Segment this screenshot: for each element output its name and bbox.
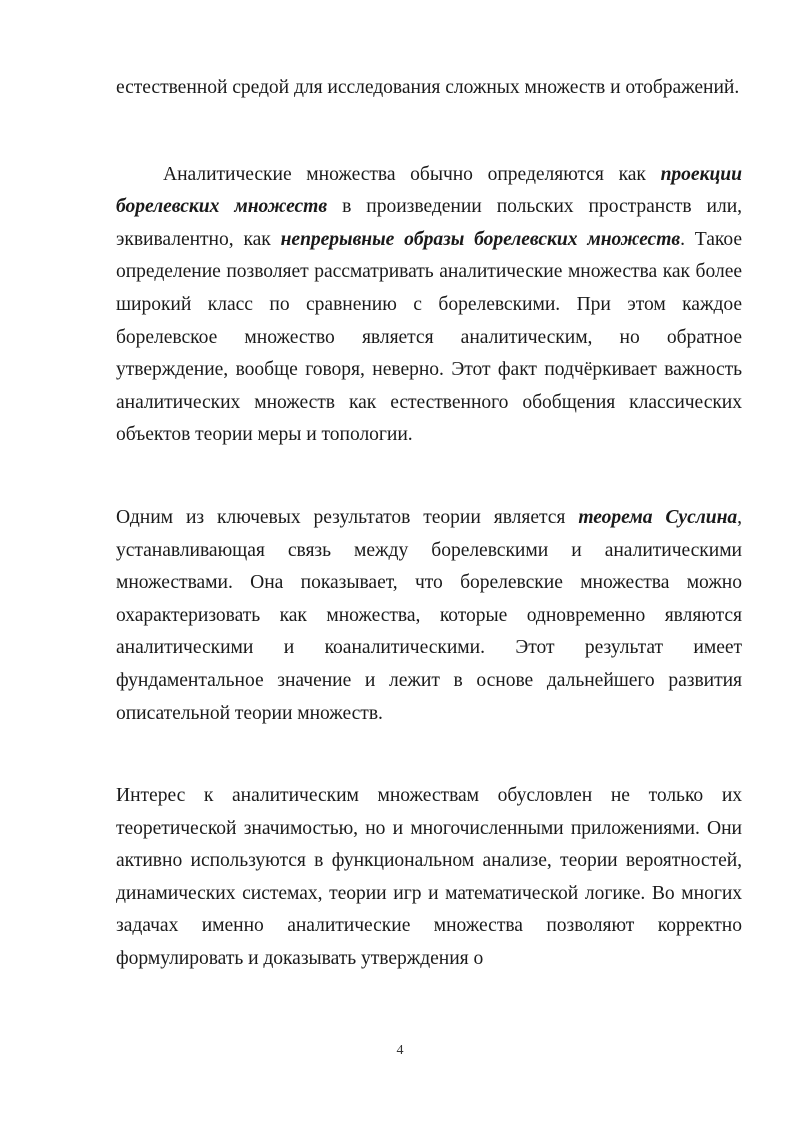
paragraph-suslin-theorem	[116, 502, 742, 730]
paragraph-analytic-definition	[116, 159, 742, 452]
term-continuous-images-borel-sets: непрерывные образы борелевских множеств	[280, 228, 681, 250]
text-run: Аналитические множества обычно определяются как	[163, 163, 661, 185]
text-run: в произведении польских пространств или, эквивалентно, как	[116, 196, 742, 250]
paragraph-continuation	[116, 72, 742, 105]
page-number: 4	[396, 1043, 404, 1058]
paragraph-text: естественной средой для исследования сложных множеств и отображений.	[116, 77, 740, 98]
text-run: , устанавливающая связь между борелевскими и аналитическими множествами. Она показывает, что борелевские множества можно охарактеризовать как множества, которые одновременно являются аналитическими и коаналитическими. Этот результат имеет фундаментальное значение и лежит в основе дальнейшего развития описательной теории множеств.	[116, 506, 742, 724]
page-body	[116, 72, 742, 976]
term-suslin-theorem: теорема Суслина	[578, 506, 738, 528]
paragraph-applications	[116, 780, 742, 976]
text-run: . Такое определение позволяет рассматривать аналитические множества как более широкий класс по сравнению с борелевскими. При этом каждое борелевское множество является аналитическим, но обратное утверждение, вообще говоря, неверно. Этот факт подчёркивает важность аналитических множеств как естественного обобщения классических объектов теории меры и топологии.	[116, 228, 742, 446]
paragraph-text: Интерес к аналитическим множествам обусловлен не только их теоретической значимостью, но и многочисленными приложениями. Они активно используются в функциональном анализе, теории вероятностей, динамических системах, теории игр и математической логике. Во многих задачах именно аналитические множества позволяют корректно формулировать и доказывать утверждения о	[116, 785, 742, 970]
term-projections-borel-sets: проекции борелевских множеств	[116, 163, 742, 218]
text-run: Одним из ключевых результатов теории является	[116, 506, 579, 528]
